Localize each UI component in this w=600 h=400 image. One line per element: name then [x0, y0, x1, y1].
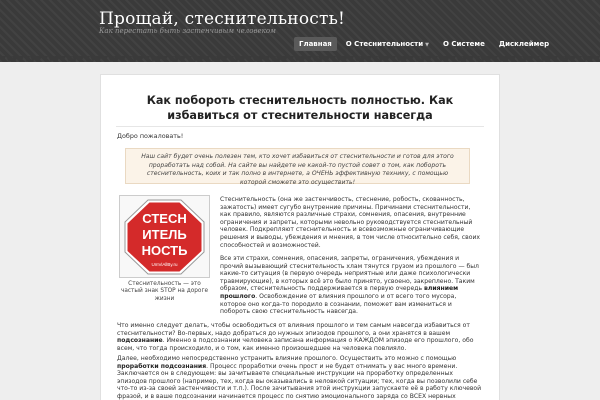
stop-sign-figure	[117, 195, 212, 305]
nav-item-home[interactable]: Главная	[294, 37, 337, 51]
welcome-text: Добро пожаловать!	[117, 132, 184, 140]
nav-item-about-shyness[interactable]: О Стеснительности ▼	[345, 40, 429, 48]
sign-line-3: НОСТЬ	[141, 243, 188, 258]
chevron-down-icon: ▼	[425, 42, 429, 48]
bold-subconscious: подсознание	[117, 337, 163, 345]
sign-url: UmViAllBy.ru	[151, 262, 178, 267]
sign-line-1: СТЕСН	[142, 211, 187, 226]
stop-sign-icon	[120, 196, 209, 277]
nav-item-disclaimer[interactable]: Дисклеймер	[498, 40, 550, 48]
header-zigzag-border	[0, 56, 600, 64]
main-nav	[294, 37, 558, 52]
nav-item-about-system[interactable]: О Системе	[443, 40, 485, 48]
figure-caption: Стеснительность — это частый знак STOP на дороге жизни	[120, 281, 209, 302]
paragraph-processing: Далее, необходимо непосредственно устранить влияние прошлого. Осуществить это можно с помощью проработки подсознания. Процесс проработки очень прост и не будет отнимать у вас много времени. Заключается он в следующем: вы зачитываете специальные инструкции на проработку определенных эпизодов прошлого (например, тех, когда вы оказывались в неловкой ситуации; тех, когда вы позволили себе что-то из-за своей застенчивости и т.п.). После зачитывания этой инструкции запускаете её в работу ключевой фразой, и в ваше подсознании начинается процесс по снятию эмоционального заряда со ВСЕХ нервных	[117, 355, 482, 400]
title-divider	[116, 126, 484, 127]
site-description: Как перестать быть застенчивым человеком	[99, 27, 276, 35]
bold-processing: проработки подсознания	[117, 362, 207, 370]
site-header	[0, 0, 600, 62]
post-title: Как побороть стеснительность полностью. Как избавиться от стеснительности навсегда	[146, 94, 454, 122]
stop-sign-image	[119, 195, 210, 278]
paragraph-causes: Стеснительность (она же застенчивость, стеснение, робость, скованность, зажатость) имеет сугубо внутренние причины. Причинами стеснительности, как правило, являются различные страхи, сомнения, опасения, внутренние ограничения и запреты, которыми невольно руководствуется стеснительный человек. Подкрепляют стеснительность и всевозможные ограничивающие решения и выводы, убеждения и мнения, в том числе относительно себя, своих способностей и возможностей.	[220, 196, 481, 249]
site-title[interactable]: Прощай, стеснительность!	[99, 9, 346, 29]
intro-callout: Наш сайт будет очень полезен тем, кто хочет избавиться от стеснительности и готов для этого проработать над собой. На сайте вы найдете не какой-то пустой совет о том, как побороть стеснительность, коих и так полно в интернете, а ОЧЕНЬ эффективную технику, с помощью которой сможете это осуществить!	[125, 148, 470, 184]
bold-past-influence: влиянием прошлого	[220, 285, 459, 300]
paragraph-subconscious: Что именно следует делать, чтобы освободиться от влияния прошлого и тем самым навсегда избавиться от стеснительности? Во-первых, надо добраться до нужных эпизодов прошлого, а они хранятся в вашем подсознание. Именно в подсознании человека записана информация о КАЖДОМ эпизоде его прошлого, обо всем, что тогда происходило, и о том, как именно произошедшее на человека повлияло.	[117, 322, 474, 352]
paragraph-past-influence: Все эти страхи, сомнения, опасения, запреты, ограничения, убеждения и прочий вызывающий стеснительность хлам тянутся грузом из прошлого — был какие-то ситуация (в первую очередь неприятные или даже психологически травмирующие), в которых всё это было принято, усвоено, закреплено. Таким образом, стеснительность поддерживается в первую очередь влиянием прошлого. Освобождение от влияния прошлого и от всего того мусора, которое оно когда-то породило в сознании, поможет вам измениться и побороть свою стеснительность навсегда.	[220, 255, 479, 316]
sign-line-2: ИТЕЛЬ	[142, 227, 187, 242]
